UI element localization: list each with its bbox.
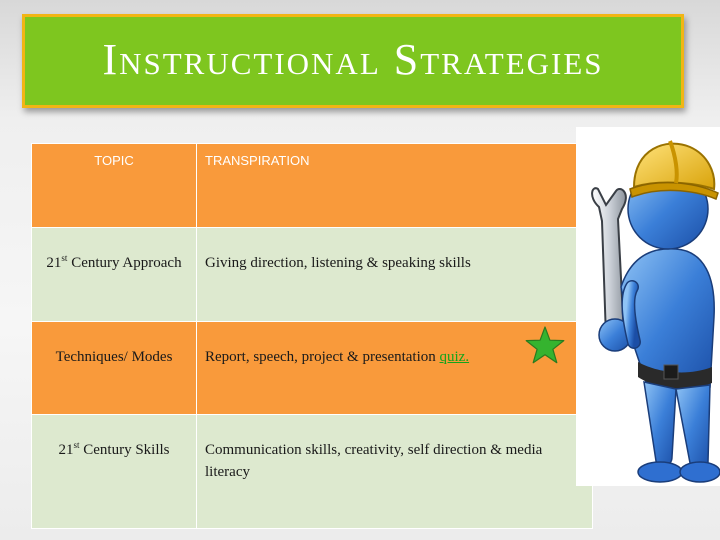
description-text: Report, speech, project & presentation bbox=[205, 349, 440, 365]
topic-text: Century Approach bbox=[67, 255, 182, 271]
clipart-panel bbox=[576, 127, 720, 486]
slide-title: Instructional Strategies bbox=[102, 34, 604, 84]
topic-cell bbox=[32, 228, 197, 322]
table-row bbox=[32, 322, 593, 415]
topic-text: Century Skills bbox=[79, 442, 170, 458]
topic-cell bbox=[32, 415, 197, 529]
topic-number: 21 bbox=[46, 255, 62, 271]
topic-number: 21 bbox=[58, 442, 74, 458]
ordinal-suffix: st bbox=[73, 440, 80, 450]
description-cell: Giving direction, listening & speaking skills bbox=[197, 228, 593, 322]
description-cell: Communication skills, creativity, self direction & media literacy bbox=[197, 415, 593, 529]
table-header-row bbox=[32, 144, 593, 228]
table-row bbox=[32, 228, 593, 322]
title-banner bbox=[22, 14, 684, 108]
star-icon[interactable] bbox=[525, 325, 565, 367]
header-transpiration: TRANSPIRATION bbox=[197, 144, 593, 228]
quiz-link[interactable]: quiz. bbox=[439, 349, 470, 365]
header-topic: TOPIC bbox=[32, 144, 197, 228]
ordinal-suffix: st bbox=[61, 253, 68, 263]
table-row bbox=[32, 415, 593, 529]
construction-worker-with-wrench-icon bbox=[576, 127, 720, 486]
topic-cell: Techniques/ Modes bbox=[32, 322, 197, 415]
strategies-table bbox=[31, 143, 593, 529]
